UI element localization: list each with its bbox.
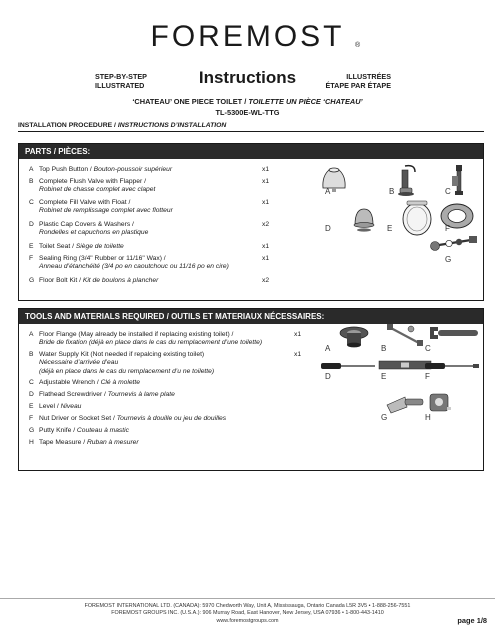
- tools-item-en: Nut Driver or Socket Set /: [39, 415, 117, 422]
- parts-item-letter: C: [29, 199, 34, 206]
- parts-pic-label-d: D: [325, 224, 331, 233]
- tools-item-fr: Clé à molette: [100, 379, 140, 386]
- parts-item-qty: x1: [262, 255, 270, 262]
- parts-item-letter: D: [29, 221, 34, 228]
- parts-item-fr: Siège de toilette: [75, 243, 124, 250]
- tools-pic-label-e: E: [381, 372, 387, 381]
- tools-section: [18, 308, 484, 471]
- supply-line-icon: [385, 321, 425, 349]
- tools-item-sub2: (déjà en place dans le cas du remplacement d’u ne toilette): [39, 367, 215, 375]
- tools-item-fr: Ruban à mesurer: [86, 439, 139, 446]
- tools-item-en: Level /: [39, 403, 61, 410]
- procedure-heading: [18, 122, 226, 129]
- registered-mark: ®: [355, 42, 361, 49]
- brand-logo: [0, 20, 495, 54]
- tools-item-sub: Nécessaire d’arrivée d’eau: [39, 359, 119, 367]
- parts-pic-label-e: E: [387, 224, 393, 233]
- tools-pic-label-h: H: [425, 413, 431, 422]
- parts-item-letter: F: [29, 255, 34, 262]
- parts-item-en: Plastic Cap Covers & Washers /: [39, 221, 134, 228]
- parts-item-letter: E: [29, 243, 34, 250]
- putty-knife-icon: [385, 391, 425, 415]
- tools-item-letter: E: [29, 403, 34, 410]
- parts-item-en: Toilet Seat /: [39, 243, 76, 250]
- parts-item-qty: x1: [262, 199, 270, 206]
- header-right-line1: ILLUSTRÉES: [346, 72, 391, 81]
- tools-item-en: Adjustable Wrench /: [39, 379, 101, 386]
- procedure-fr: INSTRUCTIONS D’INSTALLATION: [117, 122, 227, 129]
- tools-item-letter: D: [29, 391, 34, 398]
- tools-item-en: Floor Flange (May already be installed if replacing existing toilet) /: [39, 331, 234, 338]
- floor-bolt-icon: [429, 232, 481, 256]
- tools-item-en: Flathead Screwdriver /: [39, 391, 108, 398]
- push-button-icon: [319, 162, 349, 194]
- parts-item-sub: Rondelles et capuchons en plastique: [39, 229, 149, 237]
- parts-item-letter: A: [29, 166, 34, 173]
- parts-pic-label-a: A: [325, 187, 331, 196]
- parts-pic-label-b: B: [389, 187, 395, 196]
- tools-item-fr: Tournevis à douille ou jeu de douilles: [116, 415, 227, 422]
- tools-pic-label-d: D: [325, 372, 331, 381]
- parts-pic-label-c: C: [445, 187, 451, 196]
- tools-item-qty: x1: [294, 351, 302, 358]
- parts-item-en: Floor Bolt Kit /: [39, 277, 83, 284]
- procedure-en: INSTALLATION PROCEDURE /: [18, 122, 118, 129]
- parts-item-en: Complete Fill Valve with Float /: [39, 199, 131, 206]
- parts-item-letter: B: [29, 178, 34, 185]
- tools-heading: TOOLS AND MATERIALS REQUIRED / OUTILS ET MATERIAUX NÉCESSAIRES:: [19, 309, 483, 324]
- tools-pic-label-c: C: [425, 344, 431, 353]
- tools-item-fr: Tournevis à lame plate: [107, 391, 175, 398]
- tools-item-letter: C: [29, 379, 34, 386]
- parts-item-letter: G: [29, 277, 35, 284]
- tools-item-letter: H: [29, 439, 34, 446]
- parts-item-sub: Robinet de chasse complet avec clapet: [39, 186, 156, 194]
- screwdriver-icon: [319, 361, 377, 371]
- tools-pic-label-b: B: [381, 344, 387, 353]
- page-number: page 1/8: [457, 616, 487, 625]
- parts-item-en: Top Push Button /: [39, 166, 94, 173]
- tools-item-letter: B: [29, 351, 34, 358]
- header-left-line2: ILLUSTRATED: [95, 81, 145, 90]
- tools-item-letter: A: [29, 331, 34, 338]
- tools-item-en: Tape Measure /: [39, 439, 87, 446]
- parts-item-sub: Anneau d’étanchéité (3/4 po en caoutchouc ou 11/16 po en cire): [39, 263, 229, 271]
- toilet-seat-icon: [397, 197, 437, 237]
- footer-canada: FOREMOST INTERNATIONAL LTD. (CANADA): 5970 Chedworth Way, Unit A, Mississauga, Ontario Canada L5R 3V5 • 1-888-256-7551: [84, 603, 411, 609]
- footer-usa: FOREMOST GROUPS INC. (U.S.A.): 906 Murray Road, East Hanover, New Jersey, USA 07936 • 1-800-443-1410: [111, 610, 384, 617]
- brand-name: FOREMOST: [150, 20, 345, 53]
- header-right-line2: ÉTAPE PAR ÉTAPE: [325, 81, 391, 90]
- subtitle-en: ‘CHATEAU’ ONE PIECE TOILET /: [132, 97, 249, 106]
- parts-item-qty: x2: [262, 221, 270, 228]
- tools-item-en: Putty Knife /: [39, 427, 77, 434]
- header-left-line1: STEP-BY-STEP: [95, 72, 147, 81]
- procedure-divider: [18, 131, 484, 132]
- parts-item-fr: Kit de boulons à plancher: [82, 277, 159, 284]
- parts-item-qty: x2: [262, 277, 270, 284]
- parts-section: [18, 143, 484, 301]
- footer: [0, 603, 495, 625]
- tools-item-sub: Bride de fixation (déjà en place dans le cas du remplacement d’une toilette): [39, 339, 263, 347]
- tools-item-fr: Couteau à mastic: [76, 427, 129, 434]
- parts-item-sub: Robinet de remplissage complet avec flotteur: [39, 207, 173, 215]
- parts-item-fr: Bouton-poussoir supérieur: [93, 166, 173, 173]
- sealing-ring-icon: [437, 200, 477, 232]
- header-right: [326, 72, 392, 90]
- floor-flange-icon: [337, 323, 371, 351]
- model-number: TL-5300E-WL-TTG: [215, 108, 280, 117]
- parts-pic-label-g: G: [445, 255, 452, 264]
- flush-valve-icon: [389, 162, 425, 198]
- parts-item-en: Sealing Ring (3/4" Rubber or 11/16" Wax) /: [39, 255, 166, 262]
- footer-divider: [0, 598, 495, 599]
- tools-item-fr: Niveau: [60, 403, 82, 410]
- tools-pic-label-f: F: [425, 372, 430, 381]
- wrench-icon: [424, 323, 480, 343]
- product-subtitle: [0, 97, 495, 106]
- cap-cover-icon: [349, 203, 379, 233]
- nut-driver-icon: [423, 361, 481, 371]
- tools-item-letter: G: [29, 427, 35, 434]
- parts-item-qty: x1: [262, 243, 270, 250]
- tools-item-letter: F: [29, 415, 34, 422]
- parts-item-qty: x1: [262, 178, 270, 185]
- parts-heading: PARTS / PIÈCES:: [19, 144, 483, 159]
- footer-website[interactable]: www.foremostgroups.com: [216, 617, 279, 624]
- parts-item-en: Complete Flush Valve with Flapper /: [39, 178, 146, 185]
- parts-item-qty: x1: [262, 166, 270, 173]
- tools-pic-label-g: G: [381, 413, 388, 422]
- tools-pic-label-a: A: [325, 344, 331, 353]
- parts-pic-label-f: F: [445, 224, 450, 233]
- tools-item-en: Water Supply Kit (Not needed if repalcing existing toilet): [39, 351, 205, 358]
- subtitle-fr: TOILETTE UN PIÈCE ‘CHATEAU’: [248, 97, 363, 106]
- page-title: Instructions: [198, 68, 297, 87]
- tape-measure-icon: [427, 391, 453, 415]
- tools-item-qty: x1: [294, 331, 302, 338]
